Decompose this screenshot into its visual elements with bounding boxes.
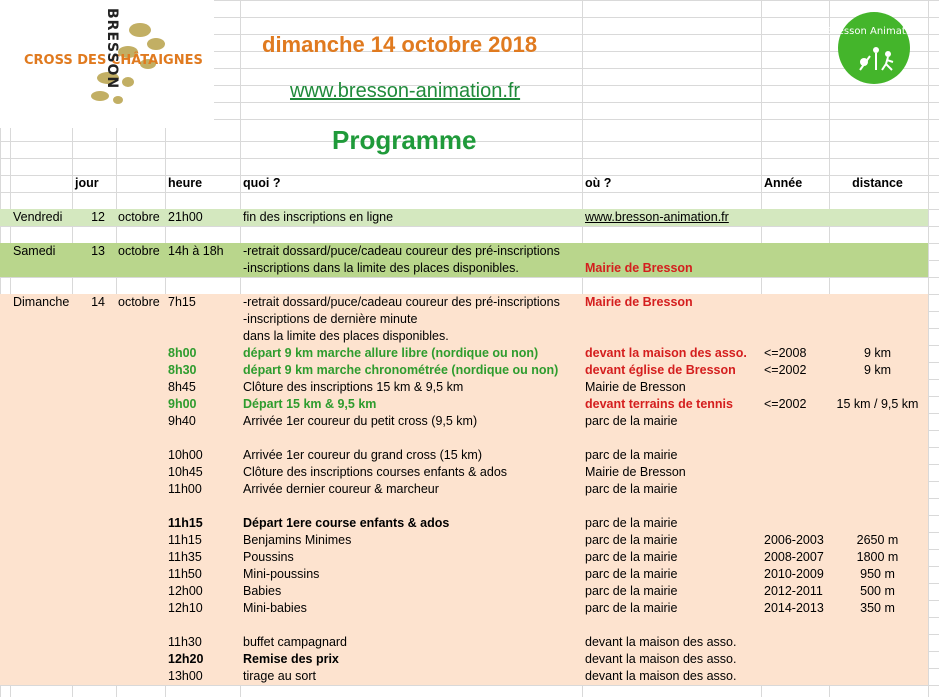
cell-month: octobre bbox=[118, 244, 160, 258]
cell-heure: 11h00 bbox=[168, 482, 202, 496]
cell-ou: devant la maison des asso. bbox=[585, 652, 737, 666]
cell-ou[interactable]: www.bresson-animation.fr bbox=[585, 210, 729, 224]
cell-quoi: Babies bbox=[243, 584, 282, 598]
cell-heure: 9h40 bbox=[168, 414, 196, 428]
cell-distance: 9 km bbox=[863, 363, 892, 377]
cell-quoi: fin des inscriptions en ligne bbox=[243, 210, 394, 224]
cell-heure: 10h45 bbox=[168, 465, 203, 479]
cell-quoi: dans la limite des places disponibles. bbox=[243, 329, 449, 343]
lamp-icon bbox=[873, 47, 879, 53]
cell-quoi: Remise des prix bbox=[243, 652, 339, 666]
cell-heure: 10h00 bbox=[168, 448, 203, 462]
col-quoi: quoi ? bbox=[243, 176, 281, 190]
cell-ou: parc de la mairie bbox=[585, 533, 678, 547]
cell-heure: 11h15 bbox=[168, 533, 202, 547]
cell-month: octobre bbox=[118, 210, 160, 224]
cell-heure: 11h15 bbox=[168, 516, 203, 530]
event-date: dimanche 14 octobre 2018 bbox=[262, 32, 538, 57]
cell-ou: parc de la mairie bbox=[585, 482, 678, 496]
cell-quoi: tirage au sort bbox=[243, 669, 316, 683]
cell-quoi: -inscriptions dans la limite des places disponibles. bbox=[243, 261, 519, 275]
cell-quoi: départ 9 km marche chronométrée (nordique ou non) bbox=[243, 363, 559, 377]
row-gridline bbox=[0, 226, 939, 227]
cell-ou: devant la maison des asso. bbox=[585, 669, 737, 683]
cell-heure: 8h00 bbox=[168, 346, 197, 360]
cell-quoi: Départ 15 km & 9,5 km bbox=[243, 397, 377, 411]
cell-month: octobre bbox=[118, 295, 160, 309]
cell-heure: 12h10 bbox=[168, 601, 203, 615]
cell-ou: parc de la mairie bbox=[585, 516, 678, 530]
cell-quoi: Mini-babies bbox=[243, 601, 307, 615]
cell-quoi: Clôture des inscriptions courses enfants & ados bbox=[243, 465, 508, 479]
row-gridline bbox=[0, 158, 939, 159]
cell-heure: 11h50 bbox=[168, 567, 202, 581]
cell-quoi: buffet campagnard bbox=[243, 635, 348, 649]
col-heure: heure bbox=[168, 176, 203, 190]
cell-ou: parc de la mairie bbox=[585, 567, 678, 581]
cell-annee: 2006-2003 bbox=[764, 533, 824, 547]
cell-quoi: Arrivée dernier coureur & marcheur bbox=[243, 482, 439, 496]
cell-ou: devant la maison des asso. bbox=[585, 635, 737, 649]
cell-heure: 11h30 bbox=[168, 635, 202, 649]
cell-annee: <=2002 bbox=[764, 363, 807, 377]
cell-day: Samedi bbox=[13, 244, 56, 258]
cell-quoi: Mini-poussins bbox=[243, 567, 320, 581]
row-gridline bbox=[0, 685, 939, 686]
logo-left-name: CROSS DES CHÂTAIGNES bbox=[24, 53, 203, 68]
col-distance: distance bbox=[852, 176, 903, 190]
cell-ou: parc de la mairie bbox=[585, 550, 678, 564]
cell-num: 12 bbox=[91, 210, 105, 224]
cell-annee: 2008-2007 bbox=[764, 550, 824, 564]
cell-heure: 8h45 bbox=[168, 380, 196, 394]
cell-annee: 2010-2009 bbox=[764, 567, 824, 581]
cell-annee: <=2008 bbox=[764, 346, 807, 360]
cell-ou: parc de la mairie bbox=[585, 414, 678, 428]
cell-ou: devant église de Bresson bbox=[585, 363, 736, 377]
cell-quoi: -inscriptions de dernière minute bbox=[243, 312, 418, 326]
cell-heure: 7h15 bbox=[168, 295, 196, 309]
cell-quoi: Benjamins Minimes bbox=[243, 533, 352, 547]
cell-quoi: Arrivée 1er coureur du grand cross (15 km) bbox=[243, 448, 482, 462]
cell-ou: Mairie de Bresson bbox=[585, 380, 686, 394]
row-gridline bbox=[0, 277, 939, 278]
cell-heure: 11h35 bbox=[168, 550, 202, 564]
cell-num: 14 bbox=[91, 295, 105, 309]
cell-heure: 21h00 bbox=[168, 210, 203, 224]
cell-heure: 12h00 bbox=[168, 584, 203, 598]
cell-ou: devant la maison des asso. bbox=[585, 346, 747, 360]
runner-icon bbox=[885, 51, 891, 57]
cell-annee: <=2002 bbox=[764, 397, 807, 411]
cell-annee: 2014-2013 bbox=[764, 601, 824, 615]
cell-heure: 9h00 bbox=[168, 397, 197, 411]
cell-ou: parc de la mairie bbox=[585, 601, 678, 615]
cell-heure: 8h30 bbox=[168, 363, 197, 377]
page-title: Programme bbox=[332, 125, 477, 155]
cross-des-chataignes-logo bbox=[8, 0, 214, 120]
cell-quoi: Clôture des inscriptions 15 km & 9,5 km bbox=[243, 380, 464, 394]
logo-right-name: Bresson Animation bbox=[827, 26, 921, 37]
cell-ou: parc de la mairie bbox=[585, 584, 678, 598]
cell-ou: Mairie de Bresson bbox=[585, 295, 693, 309]
cell-day: Dimanche bbox=[13, 295, 70, 309]
cell-distance: 1800 m bbox=[856, 550, 899, 564]
col-jour: jour bbox=[75, 176, 99, 190]
cell-ou: Mairie de Bresson bbox=[585, 465, 686, 479]
cell-ou: parc de la mairie bbox=[585, 448, 678, 462]
cell-heure: 12h20 bbox=[168, 652, 204, 666]
cell-heure: 13h00 bbox=[168, 669, 203, 683]
cell-quoi: -retrait dossard/puce/cadeau coureur des pré-inscriptions bbox=[243, 295, 560, 309]
bresson-animation-logo bbox=[827, 10, 921, 86]
column-gridline bbox=[928, 0, 929, 697]
cell-distance: 15 km / 9,5 km bbox=[836, 397, 919, 411]
col-annee: Année bbox=[764, 176, 803, 190]
cell-annee: 2012-2011 bbox=[764, 584, 823, 598]
cell-quoi: départ 9 km marche allure libre (nordique ou non) bbox=[243, 346, 539, 360]
website-link[interactable]: www.bresson-animation.fr bbox=[290, 80, 521, 102]
cell-heure: 14h à 18h bbox=[168, 244, 224, 258]
cell-distance: 2650 m bbox=[856, 533, 899, 547]
cell-quoi: Poussins bbox=[243, 550, 294, 564]
cell-distance: 950 m bbox=[860, 567, 895, 581]
cell-day: Vendredi bbox=[13, 210, 63, 224]
logo-left-town: BRESSON bbox=[104, 8, 120, 90]
cell-quoi: Départ 1ere course enfants & ados bbox=[243, 516, 450, 530]
row-gridline bbox=[0, 192, 939, 193]
cell-distance: 9 km bbox=[863, 346, 892, 360]
cell-quoi: -retrait dossard/puce/cadeau coureur des pré-inscriptions bbox=[243, 244, 560, 258]
cell-ou: devant terrains de tennis bbox=[585, 397, 733, 411]
cell-ou: Mairie de Bresson bbox=[585, 261, 693, 275]
cell-distance: 350 m bbox=[860, 601, 895, 615]
cell-distance: 500 m bbox=[860, 584, 895, 598]
col-ou: où ? bbox=[585, 176, 612, 190]
cell-quoi: Arrivée 1er coureur du petit cross (9,5 km) bbox=[243, 414, 478, 428]
cell-num: 13 bbox=[91, 244, 105, 258]
